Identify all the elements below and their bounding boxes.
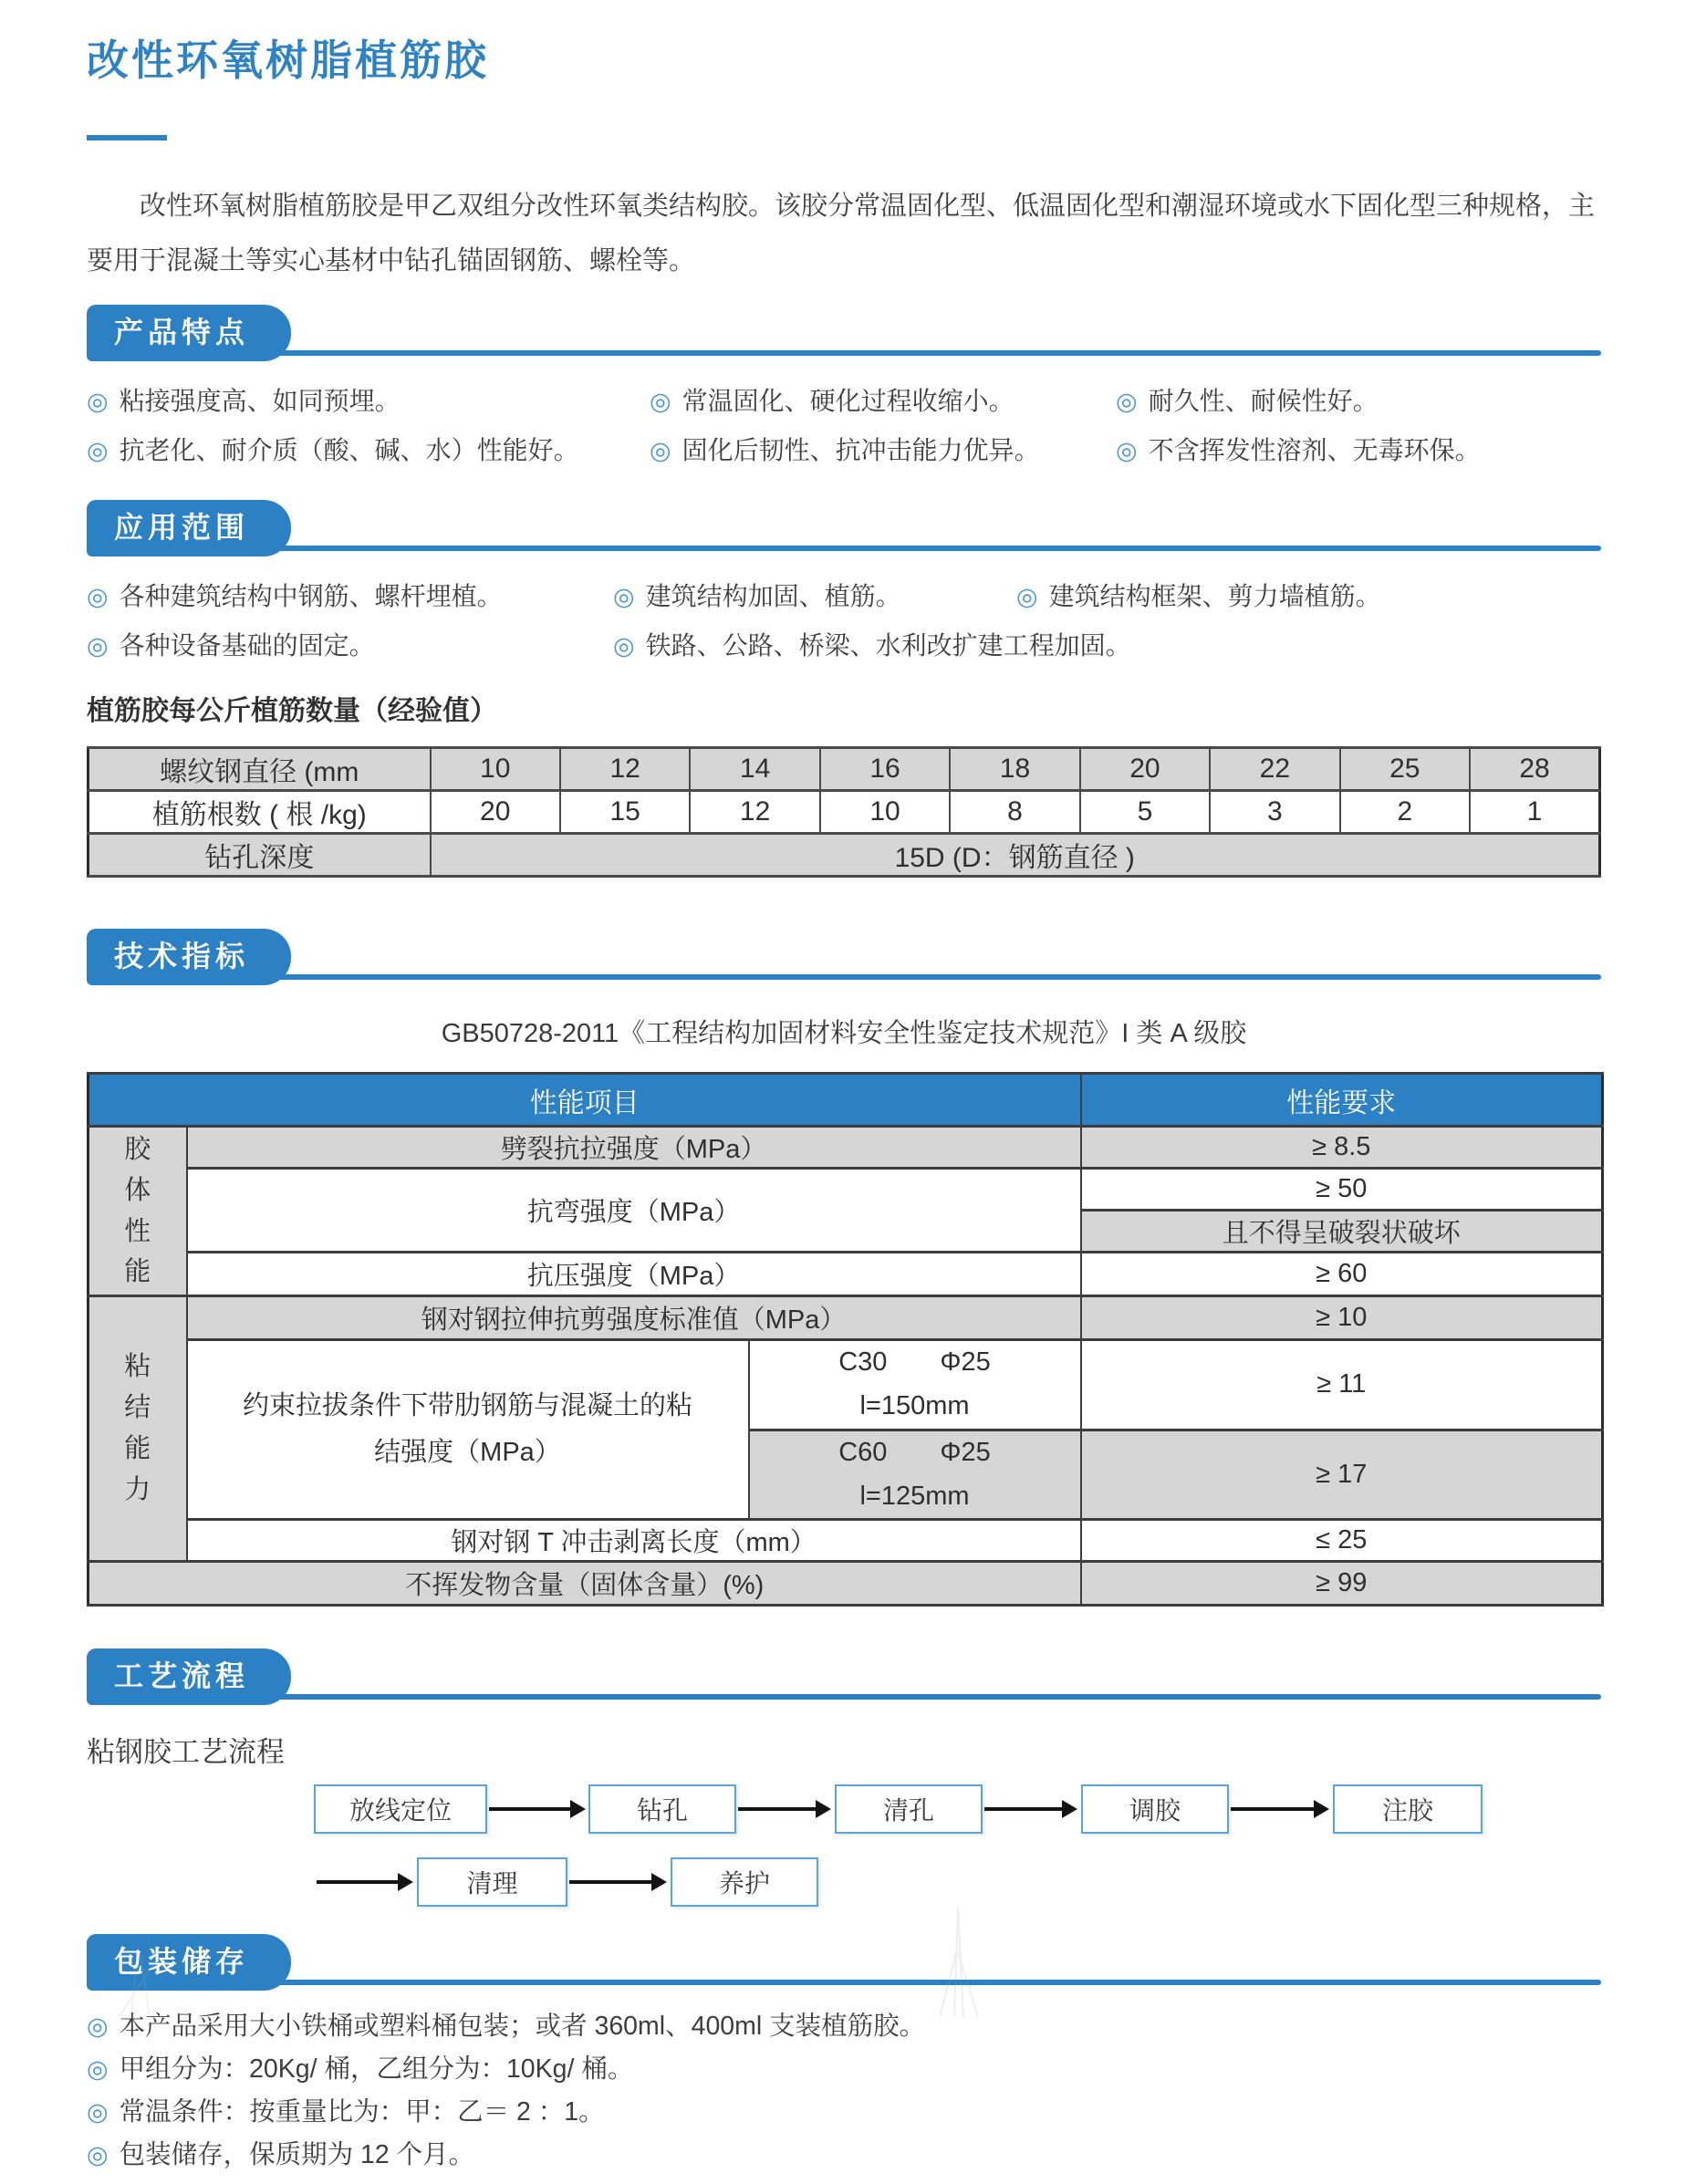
- bullet-icon: ◎: [1116, 388, 1138, 415]
- section-rule: [87, 350, 1601, 356]
- tech-row-peel: [88, 1520, 1603, 1562]
- bullet-icon: ◎: [613, 632, 635, 660]
- rebar-diameter-value: 14: [690, 748, 819, 791]
- section-rule: [87, 974, 1601, 980]
- section-badge-applications: 应用范围: [87, 500, 291, 556]
- tech-col-req-header: 性能要求: [1081, 1074, 1603, 1127]
- packaging-list: [87, 2012, 1601, 2168]
- section-badge-features: 产品特点: [87, 305, 291, 361]
- tech-label: 不挥发物含量（固体含量）(%): [88, 1562, 1081, 1606]
- packaging-text: 本产品采用大小铁桶或塑料桶包装；或者 360ml、400ml 支装植筋胶。: [119, 2012, 926, 2042]
- spec-line: l=125mm: [859, 1481, 970, 1511]
- rebar-diameter-value: 20: [1080, 748, 1210, 791]
- feature-text: 粘接强度高、如同预埋。: [119, 387, 401, 415]
- feature-item: [650, 431, 1116, 467]
- tech-row-flexural-a: [88, 1169, 1603, 1211]
- application-item: [613, 626, 1131, 662]
- feature-text: 耐久性、耐候性好。: [1148, 387, 1379, 415]
- rebar-count-value: 8: [950, 791, 1079, 834]
- rebar-count-value: 12: [690, 791, 819, 834]
- feature-text: 固化后韧性、抗冲击能力优异。: [682, 436, 1040, 464]
- feature-text: 不含挥发性溶剂、无毒环保。: [1148, 436, 1481, 464]
- rebar-count-value: 20: [431, 791, 560, 834]
- rebar-count-value: 3: [1210, 791, 1339, 834]
- rebar-table: [87, 746, 1601, 878]
- rebar-diameter-value: 16: [820, 748, 950, 791]
- spec-line: C60 Φ25: [838, 1437, 991, 1467]
- tech-label: 钢对钢 T 冲击剥离长度（mm）: [187, 1520, 1081, 1562]
- applications-list: [87, 577, 1601, 662]
- bullet-icon: ◎: [87, 437, 109, 464]
- bullet-icon: ◎: [87, 388, 109, 415]
- rebar-diameter-value: 12: [560, 748, 690, 791]
- bullet-icon: ◎: [87, 632, 109, 660]
- rebar-diameter-value: 22: [1210, 748, 1339, 791]
- section-head-process: [87, 1648, 1601, 1707]
- flow-step-cure: 养护: [671, 1857, 818, 1907]
- feature-item: [650, 381, 1116, 418]
- features-list: [87, 381, 1601, 467]
- bullet-icon: ◎: [87, 2141, 109, 2169]
- rebar-diameter-value: 18: [950, 748, 1079, 791]
- rebar-depth-label: 钻孔深度: [88, 834, 431, 877]
- spec-line: C30 Φ25: [838, 1347, 991, 1377]
- application-item: [87, 626, 613, 662]
- rebar-count-label: 植筋根数 ( 根 /kg): [88, 791, 431, 834]
- tech-spec-c30: [749, 1340, 1081, 1430]
- title-underline-dash: [87, 135, 167, 140]
- tech-standard-line: GB50728-2011《工程结构加固材料安全性鉴定技术规范》I 类 A 级胶: [441, 1019, 1247, 1048]
- flow-step-layout: 放线定位: [314, 1784, 487, 1834]
- tech-group-glue: 胶体性能: [88, 1127, 187, 1296]
- section-rule: [87, 1694, 1601, 1700]
- tech-label: 约束拉拔条件下带肋钢筋与混凝土的粘结强度（MPa）: [187, 1340, 749, 1520]
- intro-paragraph: 改性环氧树脂植筋胶是甲乙双组分改性环氧类结构胶。该胶分常温固化型、低温固化型和潮湿环境或水下固化型三种规格，主要用于混凝土等实心基材中钻孔锚固钢筋、螺栓等。: [87, 192, 1596, 276]
- tech-row-nonvolatile: [88, 1562, 1603, 1606]
- tech-group-bond: 粘结能力: [88, 1296, 187, 1562]
- tech-row-split-tensile: [88, 1127, 1603, 1169]
- flow-step-clean-hole: 清孔: [835, 1784, 983, 1834]
- tech-req: ≤ 25: [1081, 1520, 1603, 1562]
- application-text: 各种建筑结构中钢筋、螺杆埋植。: [119, 582, 503, 610]
- flow-step-cleanup: 清理: [417, 1857, 567, 1907]
- tech-req: ≥ 8.5: [1081, 1127, 1603, 1169]
- tech-row-shear: [88, 1296, 1603, 1340]
- tech-row-compressive: [88, 1253, 1603, 1296]
- tech-req: ≥ 60: [1081, 1253, 1603, 1296]
- packaging-text: 常温条件：按重量比为：甲：乙＝ 2 ：1。: [119, 2097, 605, 2127]
- bullet-icon: ◎: [1116, 437, 1138, 464]
- section-head-features: [87, 305, 1601, 363]
- tech-label: 抗弯强度（MPa）: [187, 1169, 1081, 1253]
- feature-item: [87, 431, 650, 467]
- bullet-icon: ◎: [1016, 583, 1038, 610]
- application-item: [1016, 577, 1601, 613]
- section-badge-packaging: 包装储存: [87, 1934, 291, 1991]
- tech-label: 抗压强度（MPa）: [187, 1253, 1081, 1296]
- bullet-icon: ◎: [87, 583, 109, 610]
- rebar-depth-row: [88, 834, 1600, 877]
- application-text: 铁路、公路、桥梁、水利改扩建工程加固。: [645, 631, 1131, 660]
- tech-spec-c60: [749, 1430, 1081, 1520]
- flow-step-inject: 注胶: [1333, 1784, 1483, 1834]
- feature-item: [1116, 381, 1601, 418]
- rebar-diameter-value: 28: [1470, 748, 1600, 791]
- tech-req: 且不得呈破裂状破坏: [1081, 1211, 1603, 1253]
- rebar-diameter-value: 25: [1340, 748, 1470, 791]
- flow-arrow-icon: [984, 1807, 1063, 1811]
- packaging-text: 甲组分为：20Kg/ 桶，乙组分为：10Kg/ 桶。: [119, 2054, 634, 2085]
- feature-item: [1116, 431, 1601, 467]
- rebar-table-title: 植筋胶每公斤植筋数量（经验值）: [87, 696, 497, 726]
- flow-arrow-icon: [1231, 1807, 1315, 1811]
- rebar-count-value: 15: [560, 791, 690, 834]
- feature-text: 抗老化、耐介质（酸、碱、水）性能好。: [119, 436, 579, 464]
- tech-col-item-header: 性能项目: [88, 1074, 1081, 1127]
- section-head-applications: [87, 500, 1601, 558]
- rebar-count-value: 1: [1470, 791, 1600, 834]
- bullet-icon: ◎: [650, 437, 671, 464]
- bullet-icon: ◎: [87, 2012, 109, 2041]
- flow-arrow-icon: [569, 1880, 652, 1884]
- section-badge-tech: 技术指标: [87, 929, 291, 985]
- application-item: [87, 577, 613, 613]
- application-text: 建筑结构框架、剪力墙植筋。: [1048, 582, 1381, 610]
- bullet-icon: ◎: [87, 2055, 109, 2084]
- flow-arrow-icon: [317, 1880, 399, 1884]
- flow-arrow-icon: [738, 1807, 817, 1811]
- tech-label: 钢对钢拉伸抗剪强度标准值（MPa）: [187, 1296, 1081, 1340]
- rebar-count-value: 2: [1340, 791, 1470, 834]
- tech-req: ≥ 10: [1081, 1296, 1603, 1340]
- flow-step-drill: 钻孔: [588, 1784, 736, 1834]
- application-text: 建筑结构加固、植筋。: [645, 582, 901, 610]
- feature-text: 常温固化、硬化过程收缩小。: [682, 387, 1014, 415]
- process-flowchart: [87, 1777, 1601, 1934]
- bullet-icon: ◎: [650, 388, 671, 415]
- tech-req: ≥ 17: [1081, 1430, 1603, 1520]
- tech-req: ≥ 50: [1081, 1169, 1603, 1211]
- flow-step-mix-glue: 调胶: [1081, 1784, 1229, 1834]
- packaging-item: [87, 2098, 1601, 2126]
- process-subtitle: 粘钢胶工艺流程: [87, 1736, 285, 1769]
- bullet-icon: ◎: [87, 2098, 109, 2127]
- feature-item: [87, 381, 650, 418]
- bullet-icon: ◎: [613, 583, 635, 610]
- packaging-text: 包装储存，保质期为 12 个月。: [119, 2140, 475, 2170]
- tech-req: ≥ 99: [1081, 1562, 1603, 1606]
- rebar-count-value: 10: [820, 791, 950, 834]
- tech-header-row: [88, 1074, 1603, 1127]
- rebar-depth-value: 15D (D：钢筋直径 ): [431, 834, 1600, 877]
- application-item: [613, 577, 1016, 613]
- application-text: 各种设备基础的固定。: [119, 631, 375, 660]
- section-rule: [87, 546, 1601, 551]
- packaging-item: [87, 2055, 1601, 2083]
- rebar-diameter-label: 螺纹钢直径 (mm: [88, 748, 431, 791]
- packaging-item: [87, 2141, 1601, 2168]
- rebar-count-row: [88, 791, 1600, 834]
- rebar-count-value: 5: [1080, 791, 1210, 834]
- flow-arrow-icon: [489, 1807, 571, 1811]
- spec-line: l=150mm: [859, 1390, 970, 1420]
- section-rule: [87, 1980, 1601, 1985]
- section-badge-process: 工艺流程: [87, 1648, 291, 1705]
- tech-table: [87, 1072, 1604, 1607]
- tech-label: 劈裂抗拉强度（MPa）: [187, 1127, 1081, 1169]
- page-title: 改性环氧树脂植筋胶: [87, 36, 489, 84]
- section-head-packaging: [87, 1934, 1601, 1992]
- tech-req: ≥ 11: [1081, 1340, 1603, 1430]
- rebar-diameter-row: [88, 748, 1600, 791]
- tech-row-bond-c30: [88, 1340, 1603, 1430]
- page-content: [87, 0, 1601, 2184]
- rebar-diameter-value: 10: [431, 748, 560, 791]
- section-head-tech: [87, 929, 1601, 987]
